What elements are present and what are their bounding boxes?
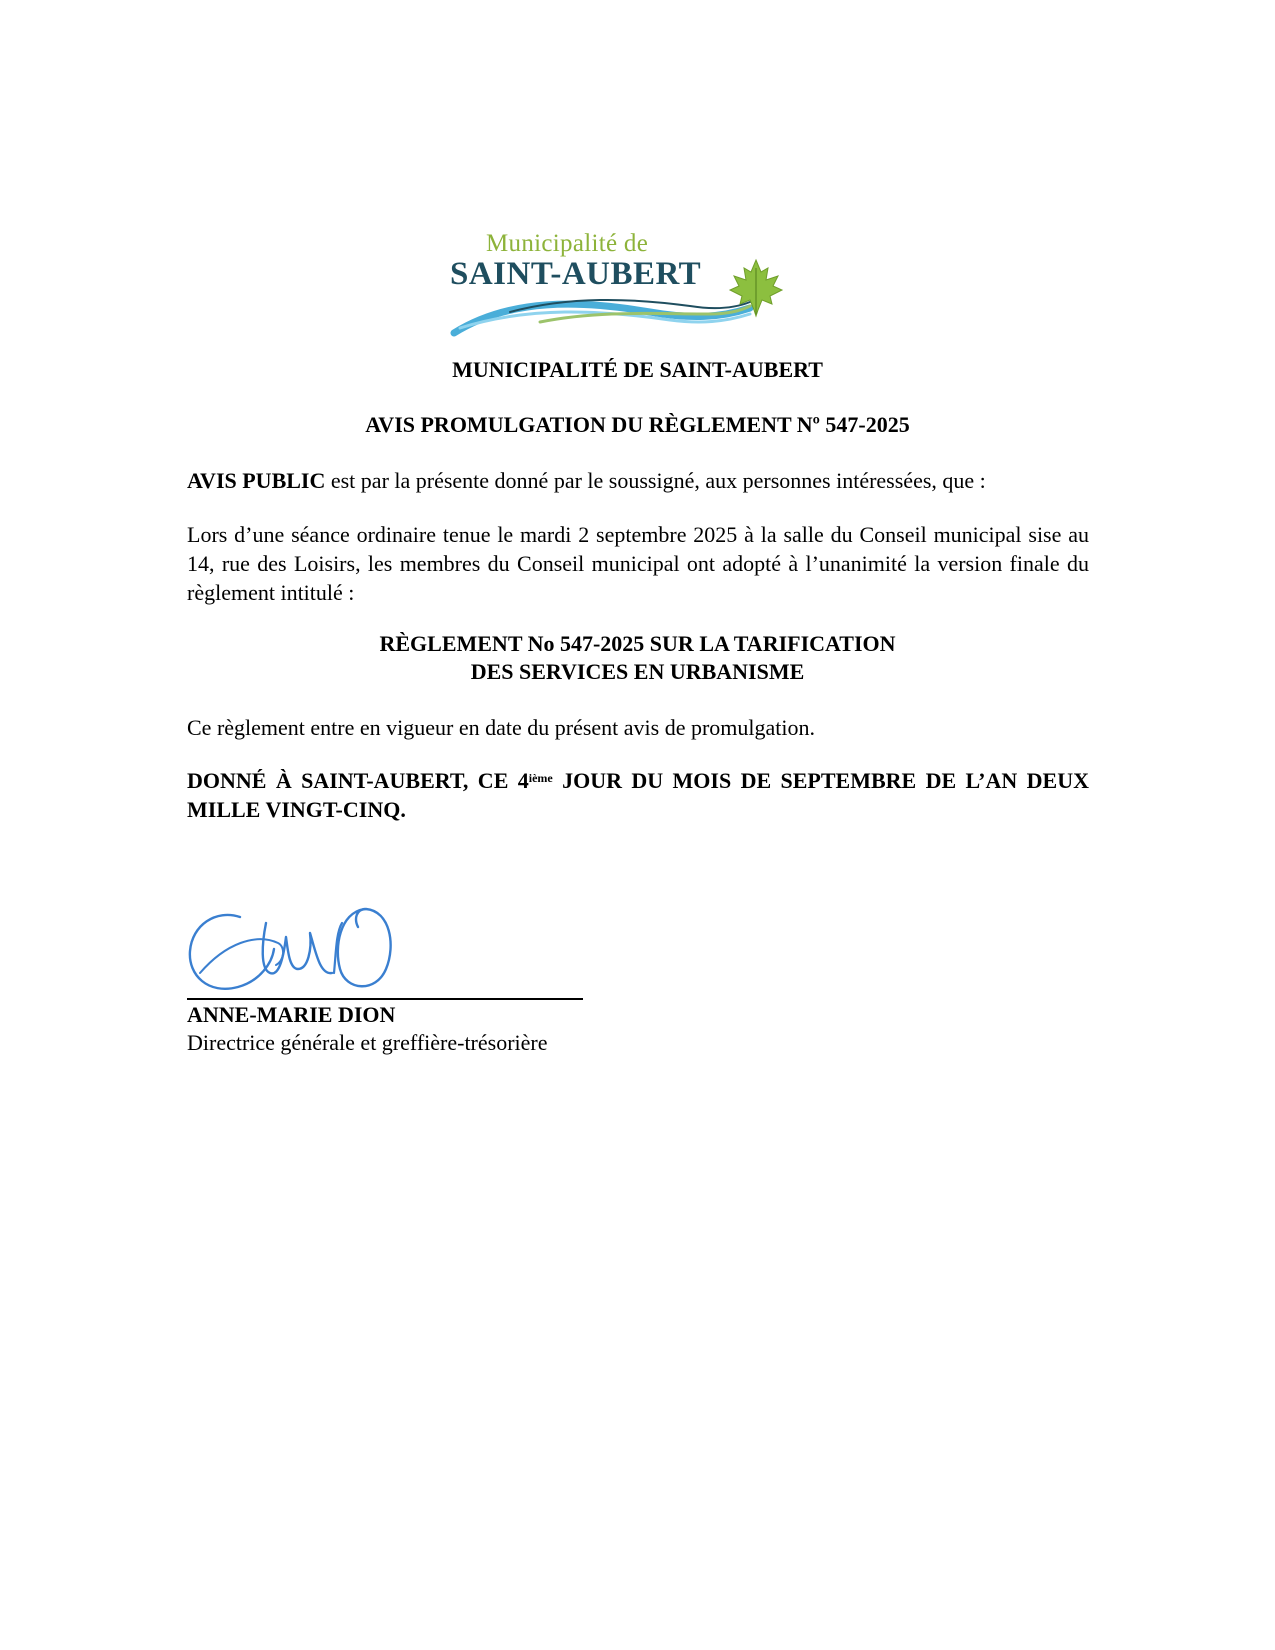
logo-main-text: SAINT-AUBERT — [450, 256, 702, 292]
signature-line — [187, 998, 583, 1000]
given-at-part-2: JOUR DU MOIS DE SEPTEMBRE DE L’AN DEUX MILLE VINGT-CINQ. — [187, 768, 1090, 822]
logo-top-text: Municipalité de — [486, 230, 649, 257]
intro-rest: est par la présente donné par le soussigné, aux personnes intéressées, que : — [325, 468, 986, 493]
signer-title: Directrice générale et greffière-trésorière — [187, 1030, 548, 1055]
notice-heading: AVIS PROMULGATION DU RÈGLEMENT Nº 547-2025 — [365, 412, 910, 437]
bylaw-title-line-2: DES SERVICES EN URBANISME — [470, 659, 805, 684]
bylaw-title-line-1: RÈGLEMENT No 547-2025 SUR LA TARIFICATION — [379, 631, 896, 656]
municipality-heading: MUNICIPALITÉ DE SAINT-AUBERT — [452, 357, 823, 382]
signer-name: ANNE-MARIE DION — [187, 1002, 396, 1027]
intro-paragraph — [187, 466, 1089, 495]
effective-paragraph: Ce règlement entre en vigueur en date du présent avis de promulgation. — [187, 715, 816, 740]
maple-leaf-icon — [730, 260, 782, 316]
handwritten-signature — [186, 903, 416, 995]
given-at-paragraph — [187, 766, 1089, 824]
given-at-superscript: ième — [528, 771, 553, 785]
meeting-paragraph: Lors d’une séance ordinaire tenue le mardi 2 septembre 2025 à la salle du Conseil municipal sise au 14, rue des Loisirs, les membres du Conseil municipal ont adopté à l’unanimité la version finale du règlement intitulé : — [187, 522, 1089, 605]
given-at-part-1: DONNÉ À SAINT-AUBERT, CE 4 — [187, 768, 529, 793]
municipality-logo — [450, 228, 790, 348]
intro-lead: AVIS PUBLIC — [187, 468, 326, 493]
